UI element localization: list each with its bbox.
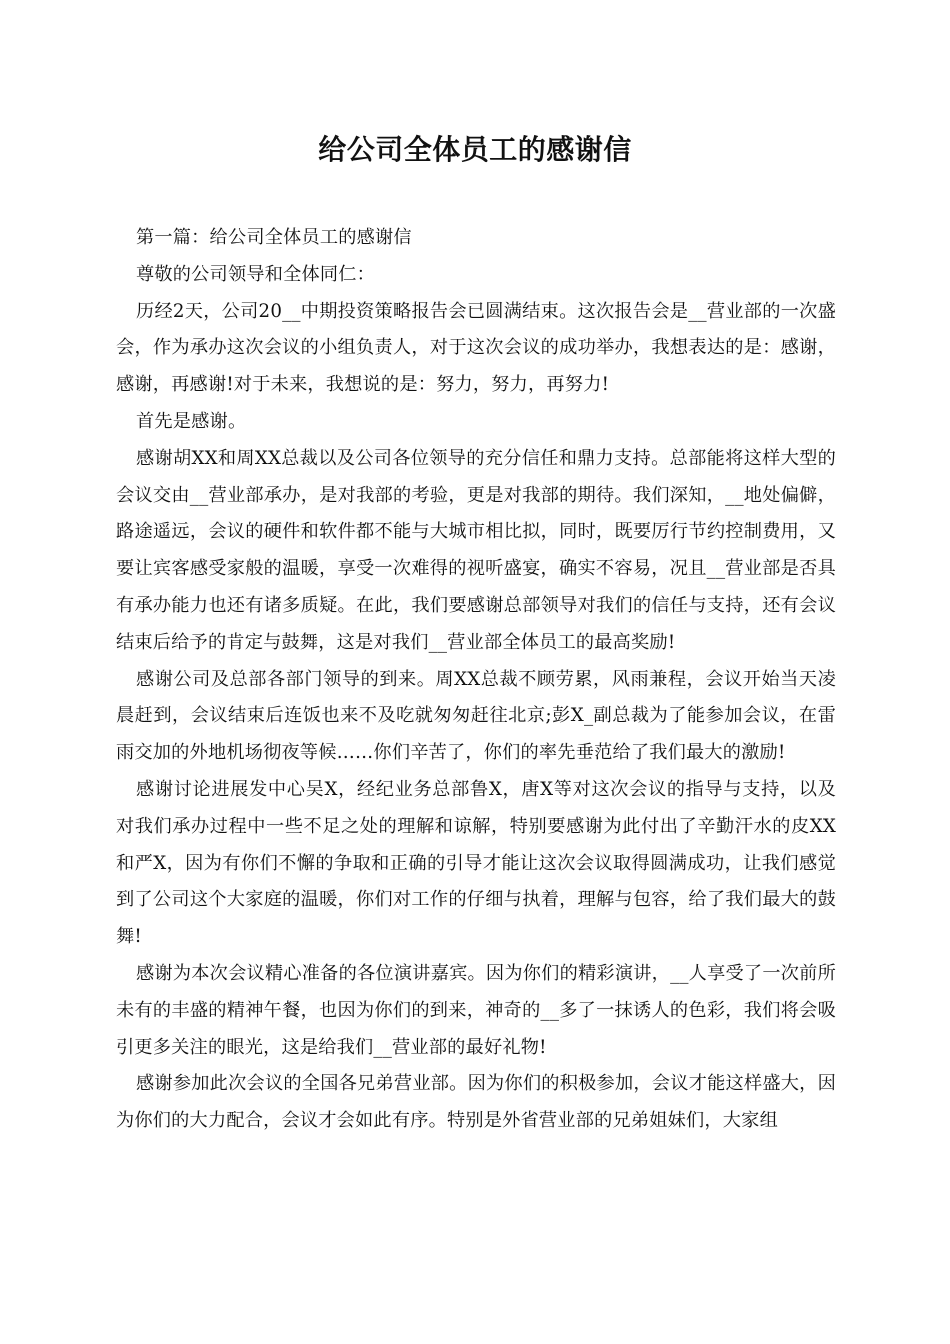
document-title: 给公司全体员工的感谢信 <box>318 133 632 166</box>
paragraph: 感谢公司及总部各部门领导的到来。周XX总裁不顾劳累，风雨兼程，会议开始当天凌晨赶到，会议结束后连饭也来不及吃就匆匆赶往北京;彭X_副总裁为了能参加会议，在雷雨交加的外地机场彻夜等候……你们辛苦了，你们的率先垂范给了我们最大的激励! <box>116 668 836 764</box>
document-body <box>116 220 836 1140</box>
paragraph: 感谢胡XX和周XX总裁以及公司各位领导的充分信任和鼎力支持。总部能将这样大型的会议交由__营业部承办，是对我部的考验，更是对我部的期待。我们深知，__地处偏僻，路途遥远，会议的硬件和软件都不能与大城市相比拟，同时，既要厉行节约控制费用，又要让宾客感受家般的温暖，享受一次难得的视听盛宴，确实不容易，况且__营业部是否具有承办能力也还有诸多质疑。在此，我们要感谢总部领导对我们的信任与支持，还有会议结束后给予的肯定与鼓舞，这是对我们__营业部全体员工的最高奖励! <box>116 447 836 653</box>
paragraph: 感谢为本次会议精心准备的各位演讲嘉宾。因为你们的精彩演讲，__人享受了一次前所未有的丰盛的精神午餐，也因为你们的到来，神奇的__多了一抹诱人的色彩，我们将会吸引更多关注的眼光，这是给我们__营业部的最好礼物! <box>116 962 836 1058</box>
paragraph: 首先是感谢。 <box>136 410 247 432</box>
paragraph-section-heading: 第一篇：给公司全体员工的感谢信 <box>136 227 412 248</box>
paragraph-salutation: 尊敬的公司领导和全体同仁： <box>136 263 376 285</box>
paragraph: 历经2天，公司20__中期投资策略报告会已圆满结束。这次报告会是__营业部的一次盛会，作为承办这次会议的小组负责人，对于这次会议的成功举办，我想表达的是：感谢，感谢，再感谢!对于未来，我想说的是：努力，努力，再努力! <box>116 300 836 396</box>
paragraph: 感谢参加此次会议的全国各兄弟营业部。因为你们的积极参加，会议才能这样盛大，因为你们的大力配合，会议才会如此有序。特别是外省营业部的兄弟姐妹们，大家组 <box>116 1073 836 1132</box>
paragraph: 感谢讨论进展发中心吴X，经纪业务总部鲁X，唐X等对这次会议的指导与支持，以及对我们承办过程中一些不足之处的理解和谅解，特别要感谢为此付出了辛勤汗水的皮XX和严X，因为有你们不懈的争取和正确的引导才能让这次会议取得圆满成功，让我们感觉到了公司这个大家庭的温暖，你们对工作的仔细与执着，理解与包容，给了我们最大的鼓舞! <box>116 778 836 948</box>
